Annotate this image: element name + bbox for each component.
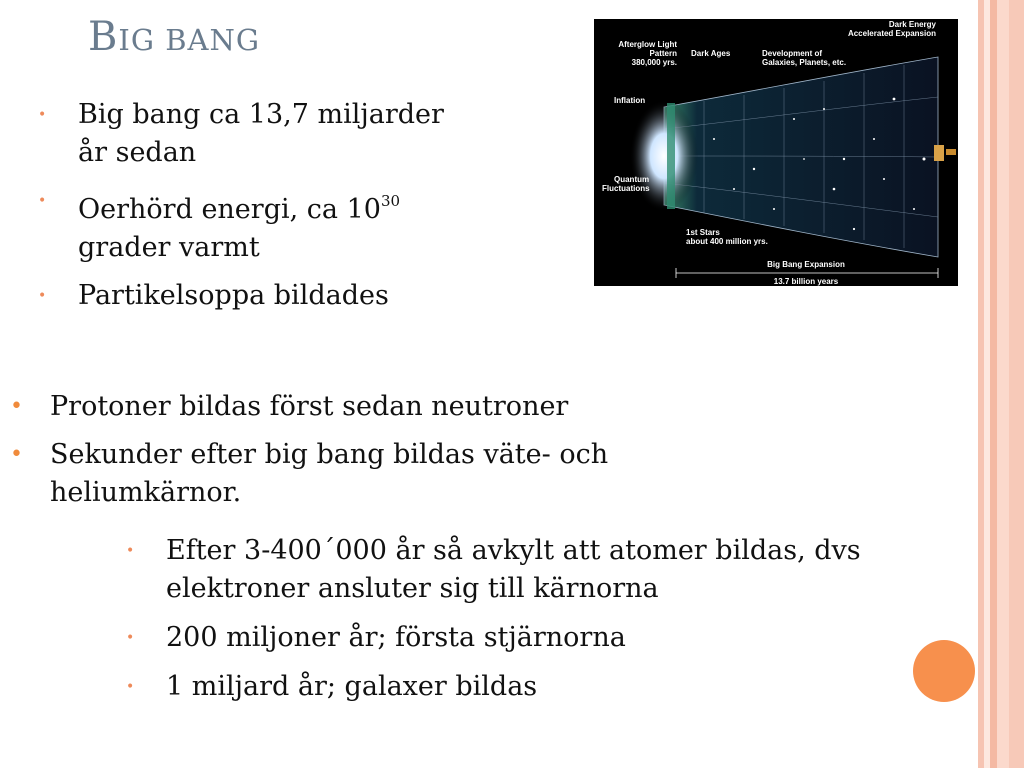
- label-dark-ages: Dark Ages: [691, 49, 731, 58]
- label-afterglow-years: 380,000 yrs.: [631, 58, 677, 67]
- bullet-icon: •: [126, 630, 135, 646]
- list-item: [38, 182, 468, 267]
- label-afterglow-pattern: Pattern: [649, 49, 677, 58]
- bullet-icon: •: [126, 679, 135, 695]
- list-item: [126, 532, 976, 608]
- list-item: [38, 277, 468, 315]
- bullet-text: Efter 3-400´000 år så avkylt att atomer bildas, dvs elektroner ansluter sig till kärnorna: [166, 535, 861, 604]
- bullet-text: Oerhörd energi, ca 10: [78, 194, 381, 225]
- bullet-text: Big bang ca 13,7 miljarder år sedan: [78, 99, 444, 168]
- bullet-text: 1 miljard år; galaxer bildas: [166, 671, 538, 702]
- label-galaxies-planets: Galaxies, Planets, etc.: [762, 58, 847, 67]
- label-billion-years: 13.7 billion years: [773, 277, 839, 286]
- main-bullet-list: [8, 388, 708, 522]
- list-item: [126, 619, 976, 657]
- decor-circle: [913, 640, 975, 702]
- decor-stripe: [990, 0, 997, 768]
- list-item: [38, 96, 468, 172]
- label-dark-energy: Dark Energy: [888, 20, 936, 29]
- bullet-icon: •: [10, 394, 23, 419]
- bullet-icon: •: [38, 288, 47, 304]
- big-bang-diagram: [594, 19, 958, 286]
- label-development: Development of: [762, 49, 823, 58]
- decor-stripe: [997, 0, 1009, 768]
- label-accelerated-expansion: Accelerated Expansion: [847, 29, 936, 38]
- label-big-bang-expansion: Big Bang Expansion: [767, 260, 845, 269]
- bullet-text: Sekunder efter big bang bildas väte- och heliumkärnor.: [50, 439, 609, 508]
- bullet-icon: •: [10, 442, 23, 467]
- big-bang-svg: [594, 19, 958, 286]
- sub-bullet-list: [126, 532, 976, 717]
- bullet-icon: •: [38, 193, 47, 209]
- label-fluctuations: Fluctuations: [602, 184, 650, 193]
- list-item: [126, 668, 976, 706]
- bullet-text: Protoner bildas först sedan neutroner: [50, 391, 569, 422]
- label-first-stars: 1st Stars: [686, 228, 720, 237]
- slide-title: [88, 14, 260, 60]
- bullet-text-cont: grader varmt: [78, 232, 260, 263]
- bullet-icon: •: [38, 107, 47, 123]
- big-bang-glow: [630, 100, 698, 212]
- label-inflation: Inflation: [614, 96, 646, 105]
- bullet-text: 200 miljoner år; första stjärnorna: [166, 622, 626, 653]
- bullet-icon: •: [126, 543, 135, 559]
- list-item: [8, 388, 708, 426]
- label-first-stars-years: about 400 million yrs.: [686, 237, 768, 246]
- exponent: 30: [380, 192, 401, 210]
- label-afterglow: Afterglow Light: [618, 40, 677, 49]
- afterglow-band: [667, 103, 675, 209]
- title-initial: B: [88, 14, 119, 60]
- list-item: [8, 436, 708, 512]
- decor-stripe: [1009, 0, 1024, 768]
- bullet-text: Partikelsoppa bildades: [78, 280, 389, 311]
- label-quantum: Quantum: [614, 175, 650, 184]
- title-rest: IG BANG: [118, 23, 261, 57]
- top-bullet-list: [38, 96, 468, 325]
